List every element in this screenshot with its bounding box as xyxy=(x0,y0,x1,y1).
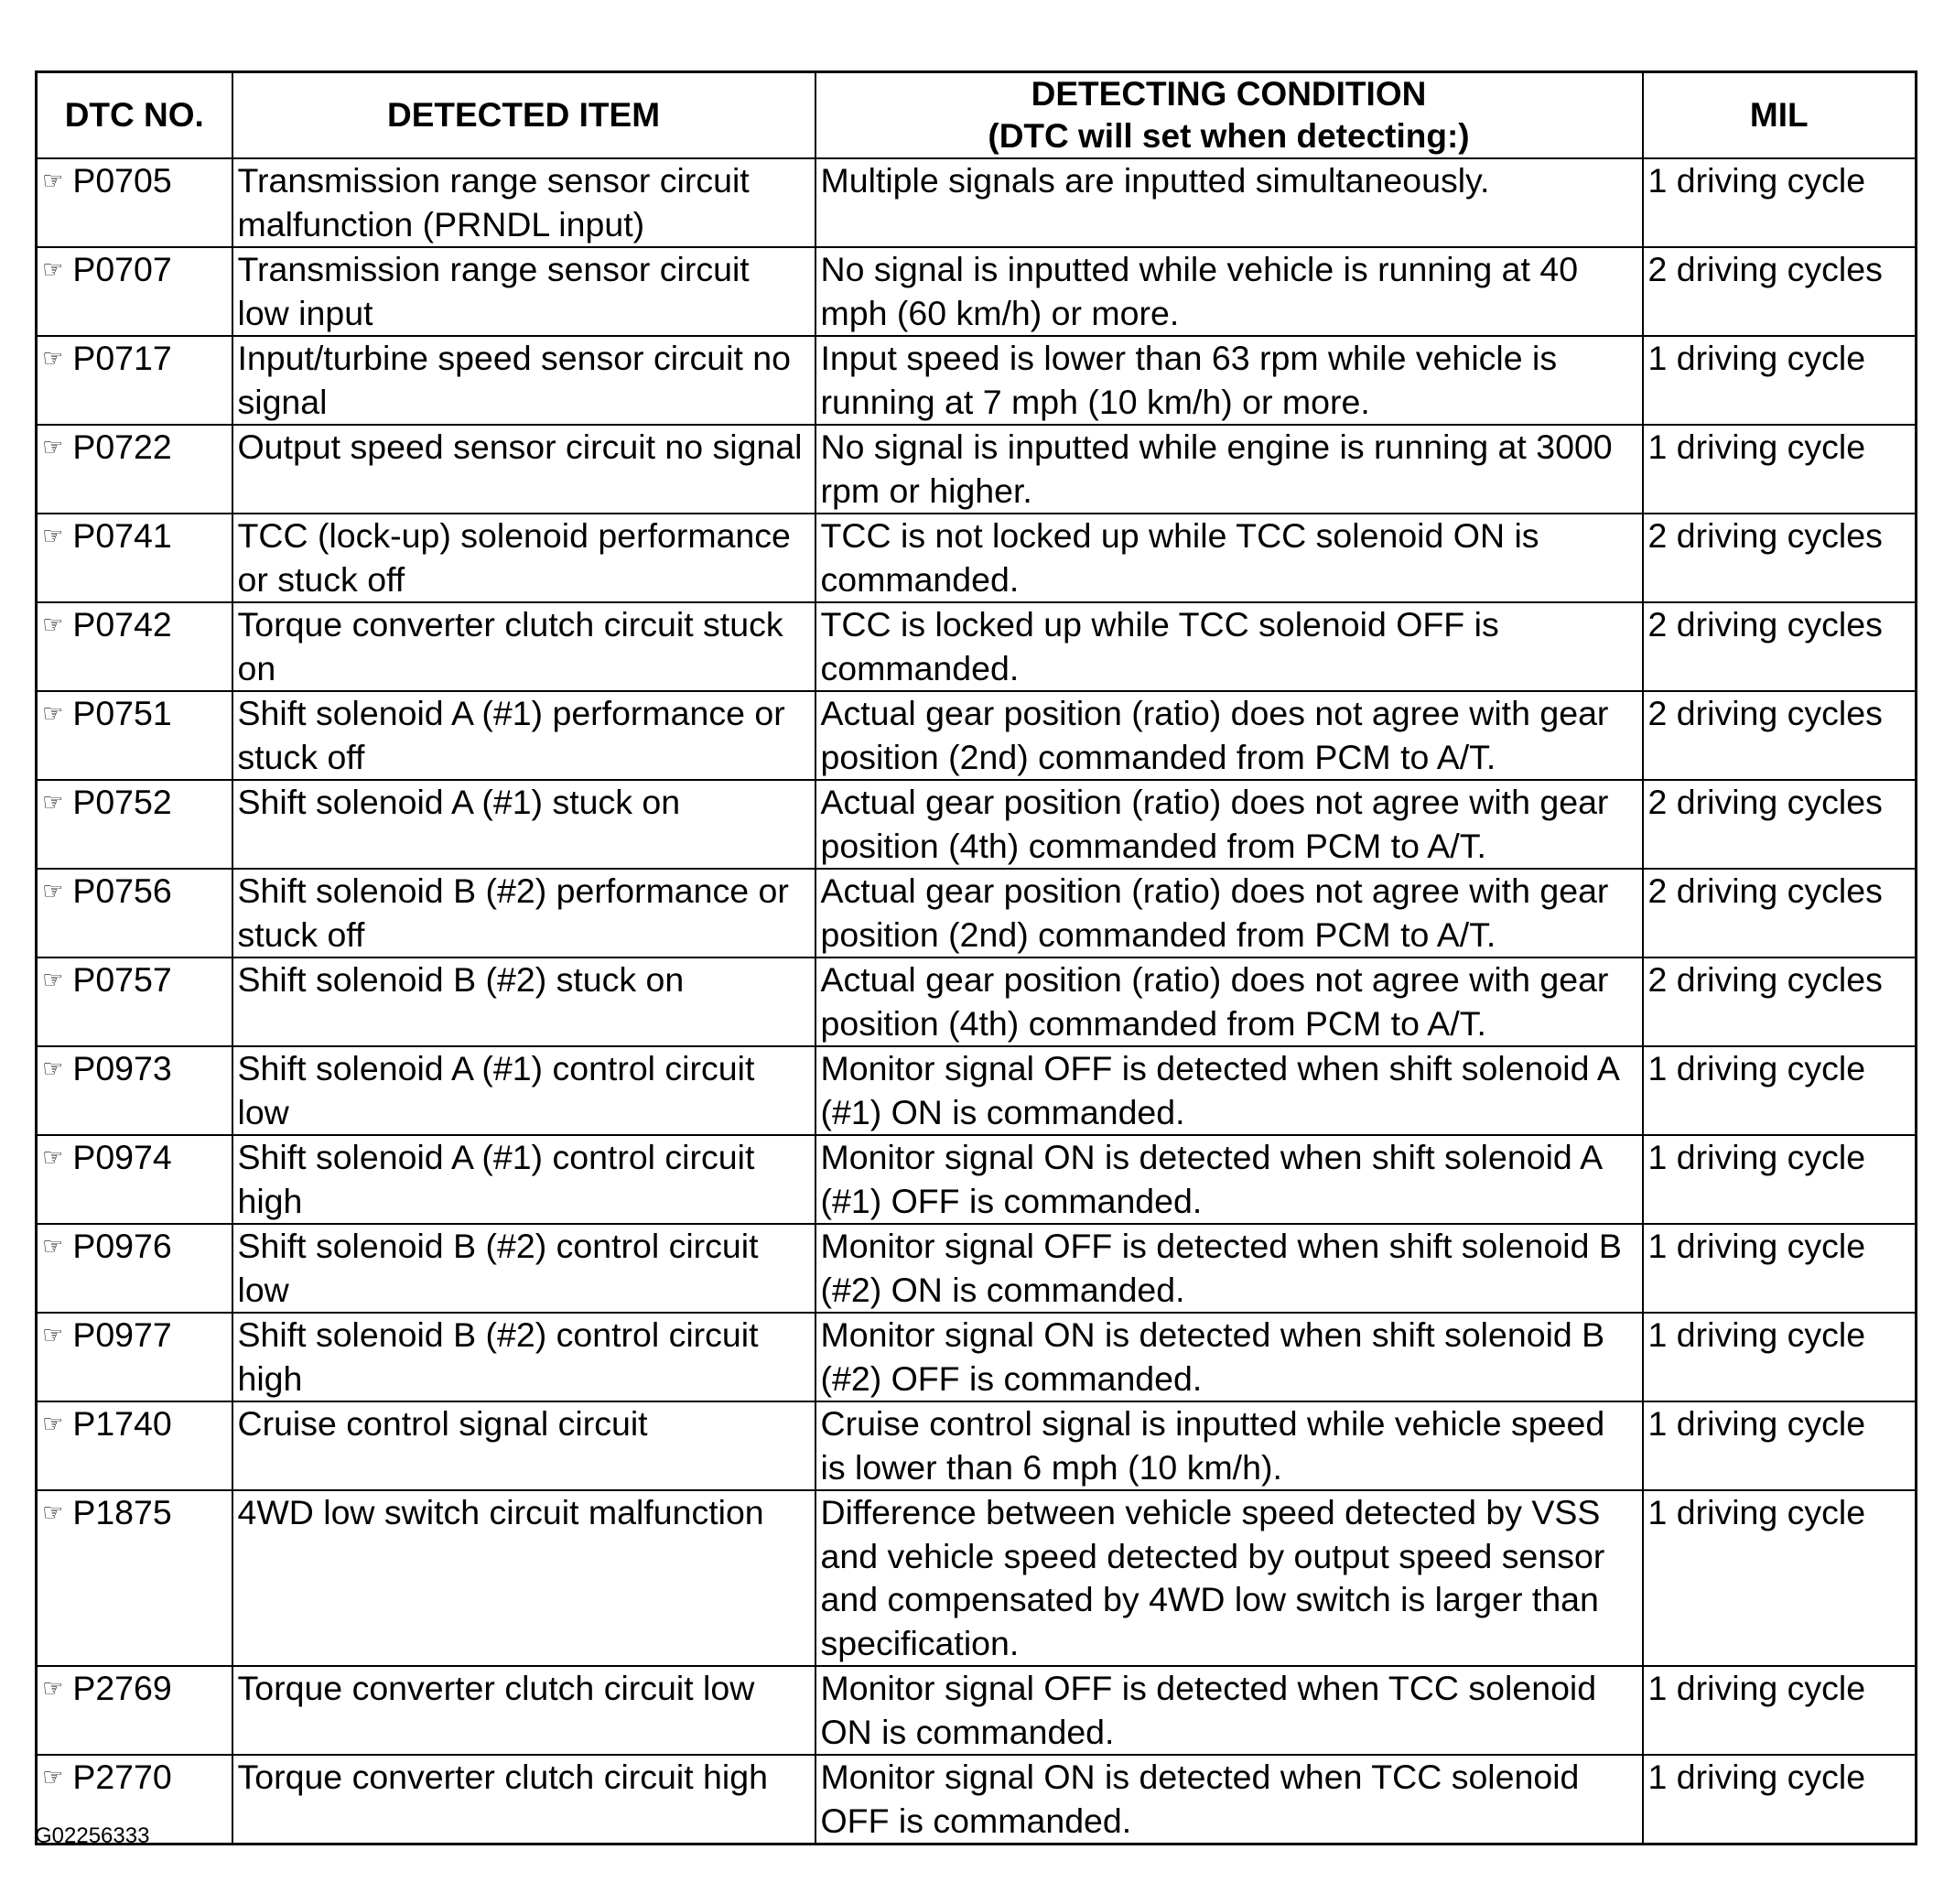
mil-cell: 1 driving cycle xyxy=(1643,1755,1917,1844)
detecting-condition-cell: Monitor signal ON is detected when TCC solenoid OFF is commanded. xyxy=(815,1755,1643,1844)
table-row xyxy=(37,1135,1917,1224)
header-row xyxy=(37,72,1917,159)
pointing-hand-icon: ☞ xyxy=(42,1232,64,1260)
dtc-code-cell xyxy=(37,691,232,780)
pointing-hand-icon: ☞ xyxy=(42,1763,64,1790)
table-row xyxy=(37,1755,1917,1844)
table-row xyxy=(37,1046,1917,1135)
mil-cell: 2 driving cycles xyxy=(1643,602,1917,691)
table-row xyxy=(37,425,1917,514)
detected-item-cell: Shift solenoid A (#1) control circuit low xyxy=(232,1046,815,1135)
dtc-code: P0973 xyxy=(72,1049,172,1087)
dtc-code-cell xyxy=(37,1313,232,1401)
mil-cell: 1 driving cycle xyxy=(1643,1313,1917,1401)
dtc-code: P1875 xyxy=(72,1493,172,1531)
detecting-condition-cell: Cruise control signal is inputted while vehicle speed is lower than 6 mph (10 km/h). xyxy=(815,1401,1643,1490)
table-body xyxy=(37,158,1917,1844)
dtc-code-cell xyxy=(37,247,232,336)
table-row xyxy=(37,514,1917,602)
table-row xyxy=(37,336,1917,425)
dtc-code-cell xyxy=(37,869,232,957)
table-header xyxy=(37,72,1917,159)
pointing-hand-icon: ☞ xyxy=(42,255,64,283)
detected-item-cell: Transmission range sensor circuit malfunction (PRNDL input) xyxy=(232,158,815,247)
detecting-condition-cell: Input speed is lower than 63 rpm while vehicle is running at 7 mph (10 km/h) or more. xyxy=(815,336,1643,425)
mil-cell: 1 driving cycle xyxy=(1643,1666,1917,1755)
mil-cell: 1 driving cycle xyxy=(1643,158,1917,247)
table-row xyxy=(37,1313,1917,1401)
detected-item-cell: Torque converter clutch circuit low xyxy=(232,1666,815,1755)
dtc-code-cell xyxy=(37,1224,232,1313)
dtc-code-cell xyxy=(37,780,232,869)
dtc-code: P0752 xyxy=(72,783,172,821)
detecting-condition-cell: Difference between vehicle speed detected by VSS and vehicle speed detected by output speed sensor and compensated by 4WD low switch is larger than specification. xyxy=(815,1490,1643,1666)
detected-item-cell: Shift solenoid A (#1) stuck on xyxy=(232,780,815,869)
detecting-condition-cell: Monitor signal OFF is detected when TCC solenoid ON is commanded. xyxy=(815,1666,1643,1755)
detected-item-cell: Shift solenoid A (#1) performance or stuck off xyxy=(232,691,815,780)
figure-id: G02256333 xyxy=(35,1823,150,1848)
detecting-condition-cell: No signal is inputted while engine is running at 3000 rpm or higher. xyxy=(815,425,1643,514)
pointing-hand-icon: ☞ xyxy=(42,788,64,816)
table-row xyxy=(37,869,1917,957)
pointing-hand-icon: ☞ xyxy=(42,1498,64,1526)
dtc-code-cell xyxy=(37,336,232,425)
dtc-code: P0751 xyxy=(72,694,172,732)
dtc-code: P0742 xyxy=(72,605,172,644)
dtc-code: P0722 xyxy=(72,427,172,466)
mil-cell: 2 driving cycles xyxy=(1643,957,1917,1046)
mil-cell: 1 driving cycle xyxy=(1643,336,1917,425)
detecting-condition-cell: Actual gear position (ratio) does not agree with gear position (2nd) commanded from PCM to A/T. xyxy=(815,869,1643,957)
dtc-code: P2769 xyxy=(72,1669,172,1707)
dtc-code: P0976 xyxy=(72,1227,172,1265)
mil-cell: 2 driving cycles xyxy=(1643,780,1917,869)
mil-cell: 2 driving cycles xyxy=(1643,247,1917,336)
detected-item-cell: Shift solenoid A (#1) control circuit high xyxy=(232,1135,815,1224)
dtc-code-cell xyxy=(37,1490,232,1666)
dtc-code: P2770 xyxy=(72,1758,172,1796)
mil-cell: 1 driving cycle xyxy=(1643,1046,1917,1135)
pointing-hand-icon: ☞ xyxy=(42,167,64,194)
detected-item-cell: Torque converter clutch circuit high xyxy=(232,1755,815,1844)
detected-item-cell: Input/turbine speed sensor circuit no signal xyxy=(232,336,815,425)
detecting-condition-cell: Monitor signal ON is detected when shift solenoid B (#2) OFF is commanded. xyxy=(815,1313,1643,1401)
detecting-condition-cell: Actual gear position (ratio) does not agree with gear position (4th) commanded from PCM to A/T. xyxy=(815,780,1643,869)
detecting-condition-cell: TCC is not locked up while TCC solenoid ON is commanded. xyxy=(815,514,1643,602)
pointing-hand-icon: ☞ xyxy=(42,1143,64,1171)
dtc-code-cell xyxy=(37,1046,232,1135)
pointing-hand-icon: ☞ xyxy=(42,522,64,549)
pointing-hand-icon: ☞ xyxy=(42,877,64,904)
pointing-hand-icon: ☞ xyxy=(42,1674,64,1702)
detecting-condition-cell: Actual gear position (ratio) does not agree with gear position (4th) commanded from PCM to A/T. xyxy=(815,957,1643,1046)
dtc-code: P0717 xyxy=(72,339,172,377)
pointing-hand-icon: ☞ xyxy=(42,1410,64,1437)
dtc-code-cell xyxy=(37,1135,232,1224)
dtc-code-cell xyxy=(37,425,232,514)
dtc-code: P0977 xyxy=(72,1315,172,1354)
pointing-hand-icon: ☞ xyxy=(42,699,64,727)
header-mil: MIL xyxy=(1643,72,1917,159)
dtc-code: P0974 xyxy=(72,1138,172,1176)
dtc-table xyxy=(35,70,1917,1845)
table-row xyxy=(37,602,1917,691)
detected-item-cell: Cruise control signal circuit xyxy=(232,1401,815,1490)
detected-item-cell: 4WD low switch circuit malfunction xyxy=(232,1490,815,1666)
detecting-condition-cell: Monitor signal OFF is detected when shift solenoid A (#1) ON is commanded. xyxy=(815,1046,1643,1135)
mil-cell: 2 driving cycles xyxy=(1643,869,1917,957)
detected-item-cell: Output speed sensor circuit no signal xyxy=(232,425,815,514)
pointing-hand-icon: ☞ xyxy=(42,966,64,993)
pointing-hand-icon: ☞ xyxy=(42,1055,64,1082)
mil-cell: 1 driving cycle xyxy=(1643,1490,1917,1666)
dtc-code-cell xyxy=(37,957,232,1046)
detecting-condition-cell: No signal is inputted while vehicle is running at 40 mph (60 km/h) or more. xyxy=(815,247,1643,336)
detected-item-cell: Shift solenoid B (#2) stuck on xyxy=(232,957,815,1046)
pointing-hand-icon: ☞ xyxy=(42,344,64,372)
detecting-condition-cell: Monitor signal OFF is detected when shift solenoid B (#2) ON is commanded. xyxy=(815,1224,1643,1313)
detected-item-cell: Shift solenoid B (#2) control circuit high xyxy=(232,1313,815,1401)
detecting-condition-cell: Monitor signal ON is detected when shift solenoid A (#1) OFF is commanded. xyxy=(815,1135,1643,1224)
pointing-hand-icon: ☞ xyxy=(42,611,64,638)
detected-item-cell: Shift solenoid B (#2) performance or stuck off xyxy=(232,869,815,957)
dtc-code: P0705 xyxy=(72,161,172,200)
dtc-code-cell xyxy=(37,602,232,691)
dtc-code-cell xyxy=(37,1401,232,1490)
header-condition-line2: (DTC will set when detecting:) xyxy=(988,117,1470,155)
dtc-code: P0707 xyxy=(72,250,172,288)
detected-item-cell: Torque converter clutch circuit stuck on xyxy=(232,602,815,691)
detected-item-cell: Transmission range sensor circuit low input xyxy=(232,247,815,336)
header-detecting-condition xyxy=(815,72,1643,159)
header-condition-line1: DETECTING CONDITION xyxy=(1031,75,1427,113)
header-dtc-no: DTC NO. xyxy=(37,72,232,159)
table-row xyxy=(37,957,1917,1046)
mil-cell: 1 driving cycle xyxy=(1643,1224,1917,1313)
table-row xyxy=(37,1401,1917,1490)
dtc-code-cell xyxy=(37,514,232,602)
dtc-code-cell xyxy=(37,158,232,247)
dtc-code: P1740 xyxy=(72,1404,172,1443)
dtc-code: P0741 xyxy=(72,516,172,555)
table-row xyxy=(37,1490,1917,1666)
mil-cell: 1 driving cycle xyxy=(1643,1135,1917,1224)
detecting-condition-cell: Multiple signals are inputted simultaneously. xyxy=(815,158,1643,247)
detected-item-cell: Shift solenoid B (#2) control circuit low xyxy=(232,1224,815,1313)
detecting-condition-cell: TCC is locked up while TCC solenoid OFF is commanded. xyxy=(815,602,1643,691)
mil-cell: 1 driving cycle xyxy=(1643,425,1917,514)
pointing-hand-icon: ☞ xyxy=(42,433,64,460)
table-row xyxy=(37,691,1917,780)
table-row xyxy=(37,1224,1917,1313)
mil-cell: 1 driving cycle xyxy=(1643,1401,1917,1490)
dtc-code-cell xyxy=(37,1666,232,1755)
mil-cell: 2 driving cycles xyxy=(1643,691,1917,780)
dtc-code: P0757 xyxy=(72,960,172,999)
table-row xyxy=(37,780,1917,869)
mil-cell: 2 driving cycles xyxy=(1643,514,1917,602)
table-row xyxy=(37,247,1917,336)
table-row xyxy=(37,158,1917,247)
pointing-hand-icon: ☞ xyxy=(42,1321,64,1348)
dtc-code: P0756 xyxy=(72,871,172,910)
detecting-condition-cell: Actual gear position (ratio) does not agree with gear position (2nd) commanded from PCM to A/T. xyxy=(815,691,1643,780)
table-row xyxy=(37,1666,1917,1755)
detected-item-cell: TCC (lock-up) solenoid performance or stuck off xyxy=(232,514,815,602)
header-detected-item: DETECTED ITEM xyxy=(232,72,815,159)
